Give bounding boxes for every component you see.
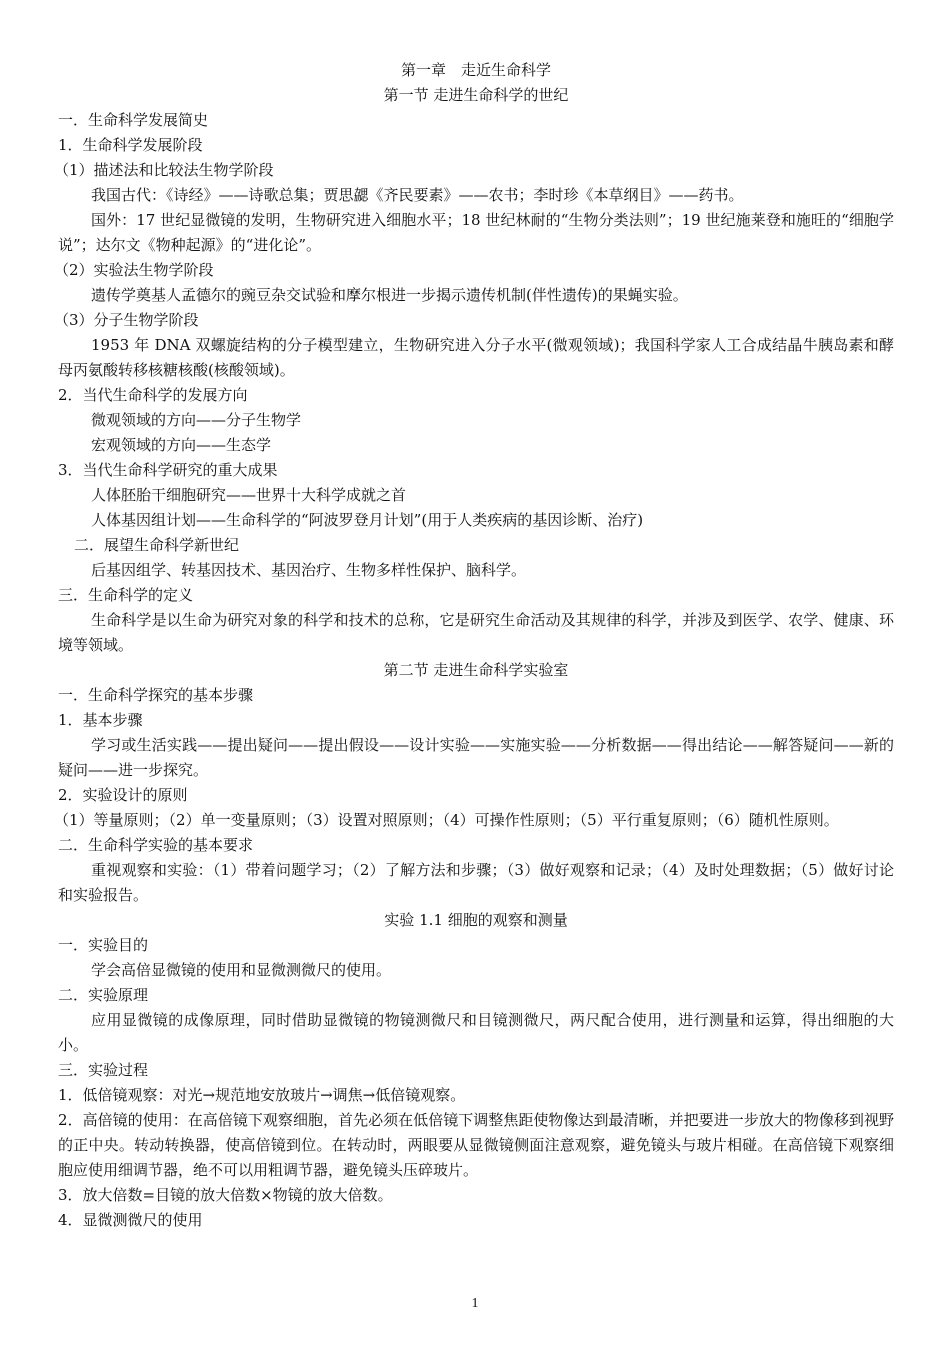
paragraph: 1953 年 DNA 双螺旋结构的分子模型建立，生物研究进入分子水平(微观领域)；我国科学家人工合成结晶牛胰岛素和酵母丙氨酸转移核糖核酸(核酸领域)。 [58,336,894,379]
paragraph: 后基因组学、转基因技术、基因治疗、生物多样性保护、脑科学。 [91,561,527,579]
paragraph: 重视观察和实验：（1）带着问题学习；（2）了解方法和步骤；（3）做好观察和记录；（4）及时处理数据；（5）做好讨论和实验报告。 [58,861,894,904]
heading: 二．生命科学实验的基本要求 [58,836,254,854]
paragraph: 学习或生活实践——提出疑问——提出假设——设计实验——实施实验——分析数据——得出结论——解答疑问——新的疑问——进一步探究。 [58,736,894,779]
section-title: 第二节 走进生命科学实验室 [383,661,569,679]
list-item: 人体胚胎干细胞研究——世界十大科学成就之首 [91,486,407,504]
paragraph: （1）等量原则；（2）单一变量原则；（3）设置对照原则；（4）可操作性原则；（5）平行重复原则；（6）随机性原则。 [54,811,839,829]
chapter-title: 第一章 走近生命科学 [400,61,551,79]
experiment-title: 实验 1.1 细胞的观察和测量 [384,911,568,929]
heading: 一．实验目的 [58,936,149,954]
subheading: 1．基本步骤 [58,711,143,729]
list-item: 2．高倍镜的使用：在高倍镜下观察细胞，首先必须在低倍镜下调整焦距使物像达到最清晰，并把要进一步放大的物像移到视野的正中央。转动转换器，使高倍镜到位。在转动时，两眼要从显微镜侧面注意观察，避免镜头与玻片相碰。在高倍镜下观察细胞应使用细调节器，绝不可以用粗调节器，避免镜头压碎玻片。 [58,1111,894,1179]
list-item: 1．低倍镜观察：对光→规范地安放玻片→调焦→低倍镜观察。 [58,1086,466,1104]
paragraph: 我国古代：《诗经》——诗歌总集；贾思勰《齐民要素》——农书；李时珍《本草纲目》——药书。 [91,186,744,204]
paragraph: 国外：17 世纪显微镜的发明，生物研究进入细胞水平；18 世纪林耐的“生物分类法则”；19 世纪施莱登和施旺的“细胞学说”；达尔文《物种起源》的“进化论”。 [58,211,894,254]
subsubheading: （2）实验法生物学阶段 [54,261,214,279]
subsubheading: （1）描述法和比较法生物学阶段 [54,161,274,179]
list-item: 4．显微测微尺的使用 [58,1211,203,1229]
paragraph: 学会高倍显微镜的使用和显微测微尺的使用。 [91,961,392,979]
heading: 三．实验过程 [58,1061,149,1079]
paragraph: 遗传学奠基人孟德尔的豌豆杂交试验和摩尔根进一步揭示遗传机制(伴性遗传)的果蝇实验。 [91,286,688,304]
list-item: 微观领域的方向——分子生物学 [91,411,302,429]
subsubheading: （3）分子生物学阶段 [54,311,199,329]
section-title: 第一节 走进生命科学的世纪 [383,86,569,104]
subheading: 1．生命科学发展阶段 [58,136,203,154]
document-body [54,58,894,1233]
heading: 一．生命科学探究的基本步骤 [58,686,254,704]
paragraph: 生命科学是以生命为研究对象的科学和技术的总称，它是研究生命活动及其规律的科学，并涉及到医学、农学、健康、环境等领域。 [58,611,894,654]
heading: 一．生命科学发展简史 [58,111,209,129]
paragraph: 应用显微镜的成像原理，同时借助显微镜的物镜测微尺和目镜测微尺，两尺配合使用，进行测量和运算，得出细胞的大小。 [58,1011,894,1054]
subheading: 2．当代生命科学的发展方向 [58,386,248,404]
subheading: 2．实验设计的原则 [58,786,188,804]
list-item: 人体基因组计划——生命科学的“阿波罗登月计划”(用于人类疾病的基因诊断、治疗) [91,511,644,529]
page-number: 1 [471,1296,479,1311]
heading: 二．实验原理 [58,986,149,1004]
list-item: 3．放大倍数=目镜的放大倍数×物镜的放大倍数。 [58,1186,393,1204]
subheading: 3．当代生命科学研究的重大成果 [58,461,278,479]
list-item: 宏观领域的方向——生态学 [91,436,272,454]
heading: 二．展望生命科学新世纪 [74,536,240,554]
heading: 三．生命科学的定义 [58,586,194,604]
